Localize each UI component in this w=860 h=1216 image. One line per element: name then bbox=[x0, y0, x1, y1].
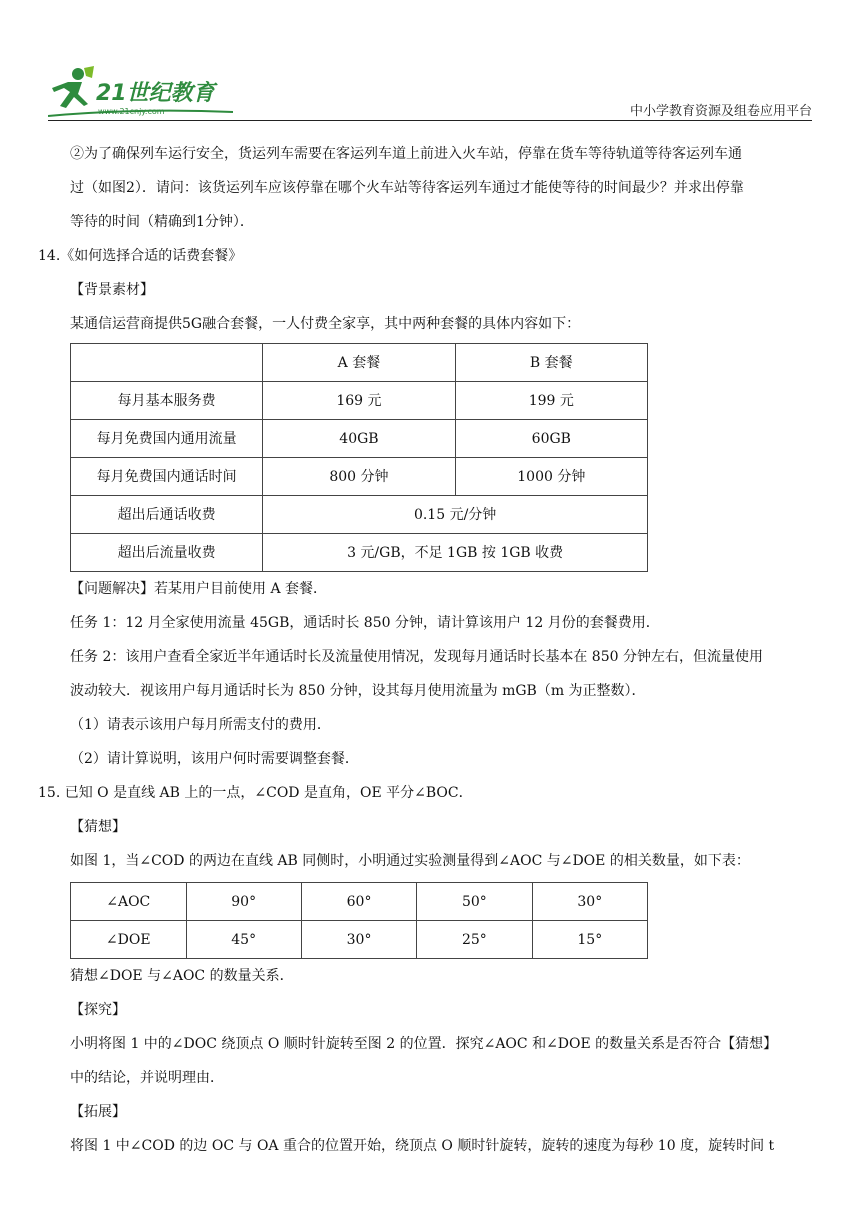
q14-title: 14.《如何选择合适的话费套餐》 bbox=[38, 248, 243, 264]
table-cell: 50° bbox=[417, 883, 532, 921]
page-header bbox=[48, 64, 812, 124]
table-cell: 1000 分钟 bbox=[455, 458, 647, 496]
table-cell: 30° bbox=[301, 921, 416, 959]
q15-guess-heading: 【猜想】 bbox=[70, 819, 126, 835]
q14-sub1: （1）请表示该用户每月所需支付的费用． bbox=[70, 717, 331, 733]
table-row bbox=[71, 534, 648, 572]
q14-task1: 任务 1：12 月全家使用流量 45GB，通话时长 850 分钟，请计算该用户 12 月份的套餐费用． bbox=[70, 615, 660, 631]
q14-task2-line2: 波动较大．视该用户每月通话时长为 850 分钟，设其每月使用流量为 mGB（m 为正整数）． bbox=[70, 683, 646, 699]
q14-bg-text: 某通信运营商提供5G融合套餐，一人付费全家享，其中两种套餐的具体内容如下： bbox=[70, 316, 581, 332]
runner-icon bbox=[52, 66, 94, 108]
q13-part2-line2: 过（如图2）．请问：该货运列车应该停靠在哪个火车站等待客运列车通过才能使等待的时间最少？并求出停靠 bbox=[70, 180, 744, 196]
table-cell: 199 元 bbox=[455, 382, 647, 420]
logo bbox=[48, 64, 238, 120]
table-row bbox=[71, 883, 648, 921]
q15-guess-question: 猜想∠DOE 与∠AOC 的数量关系． bbox=[70, 968, 294, 984]
q13-part2-line3: 等待的时间（精确到1分钟）． bbox=[70, 214, 254, 230]
q14-sub2: （2）请计算说明，该用户何时需要调整套餐． bbox=[70, 751, 359, 767]
header-divider bbox=[48, 120, 812, 121]
table-cell: 30° bbox=[532, 883, 647, 921]
table-cell: 每月基本服务费 bbox=[71, 382, 263, 420]
table-cell: ∠DOE bbox=[71, 921, 187, 959]
svg-text:www.21cnjy.com: www.21cnjy.com bbox=[98, 107, 165, 116]
platform-name: 中小学教育资源及组卷应用平台 bbox=[629, 104, 812, 119]
document-body bbox=[38, 137, 814, 1163]
q15-extend-line1: 将图 1 中∠COD 的边 OC 与 OA 重合的位置开始，绕顶点 O 顺时针旋转，旋转的速度为每秒 10 度，旋转时间 t bbox=[70, 1138, 775, 1154]
table-cell: 169 元 bbox=[263, 382, 455, 420]
table-row bbox=[71, 458, 648, 496]
table-cell: A 套餐 bbox=[263, 344, 455, 382]
q14-problem: 【问题解决】若某用户目前使用 A 套餐． bbox=[70, 581, 328, 597]
table-row bbox=[71, 382, 648, 420]
q15-explore-line2: 中的结论，并说明理由． bbox=[70, 1070, 224, 1086]
q15-guess-text: 如图 1，当∠COD 的两边在直线 AB 同侧时，小明通过实验测量得到∠AOC 与∠DOE 的相关数量，如下表： bbox=[70, 853, 750, 869]
table-cell: 45° bbox=[186, 921, 301, 959]
table-row bbox=[71, 496, 648, 534]
table-row bbox=[71, 420, 648, 458]
table-cell: 超出后通话收费 bbox=[71, 496, 263, 534]
table-cell: 超出后流量收费 bbox=[71, 534, 263, 572]
svg-text:21世纪教育: 21世纪教育 bbox=[96, 81, 215, 106]
table-cell: 15° bbox=[532, 921, 647, 959]
angle-table bbox=[70, 882, 648, 959]
table-cell: 每月免费国内通话时间 bbox=[71, 458, 263, 496]
table-cell: 60GB bbox=[455, 420, 647, 458]
table-cell: B 套餐 bbox=[455, 344, 647, 382]
table-cell: ∠AOC bbox=[71, 883, 187, 921]
table-cell bbox=[71, 344, 263, 382]
plan-table bbox=[70, 343, 648, 572]
table-cell: 25° bbox=[417, 921, 532, 959]
table-row bbox=[71, 344, 648, 382]
table-cell: 800 分钟 bbox=[263, 458, 455, 496]
q15-title: 15. 已知 O 是直线 AB 上的一点，∠COD 是直角，OE 平分∠BOC． bbox=[38, 785, 473, 801]
table-cell: 每月免费国内通用流量 bbox=[71, 420, 263, 458]
q15-explore-line1: 小明将图 1 中的∠DOC 绕顶点 O 顺时针旋转至图 2 的位置．探究∠AOC 和∠DOE 的数量关系是否符合【猜想】 bbox=[70, 1036, 778, 1052]
table-row bbox=[71, 921, 648, 959]
q14-task2-line1: 任务 2：该用户查看全家近半年通话时长及流量使用情况，发现每月通话时长基本在 850 分钟左右，但流量使用 bbox=[70, 649, 763, 665]
table-cell: 0.15 元/分钟 bbox=[263, 496, 648, 534]
table-cell: 40GB bbox=[263, 420, 455, 458]
q15-extend-heading: 【拓展】 bbox=[70, 1104, 126, 1120]
q14-bg-heading: 【背景素材】 bbox=[70, 282, 154, 298]
table-cell: 60° bbox=[301, 883, 416, 921]
q15-explore-heading: 【探究】 bbox=[70, 1002, 126, 1018]
table-cell: 90° bbox=[186, 883, 301, 921]
q13-part2-line1: ②为了确保列车运行安全，货运列车需要在客运列车道上前进入火车站，停靠在货车等待轨道等待客运列车通 bbox=[70, 146, 742, 162]
table-cell: 3 元/GB，不足 1GB 按 1GB 收费 bbox=[263, 534, 648, 572]
